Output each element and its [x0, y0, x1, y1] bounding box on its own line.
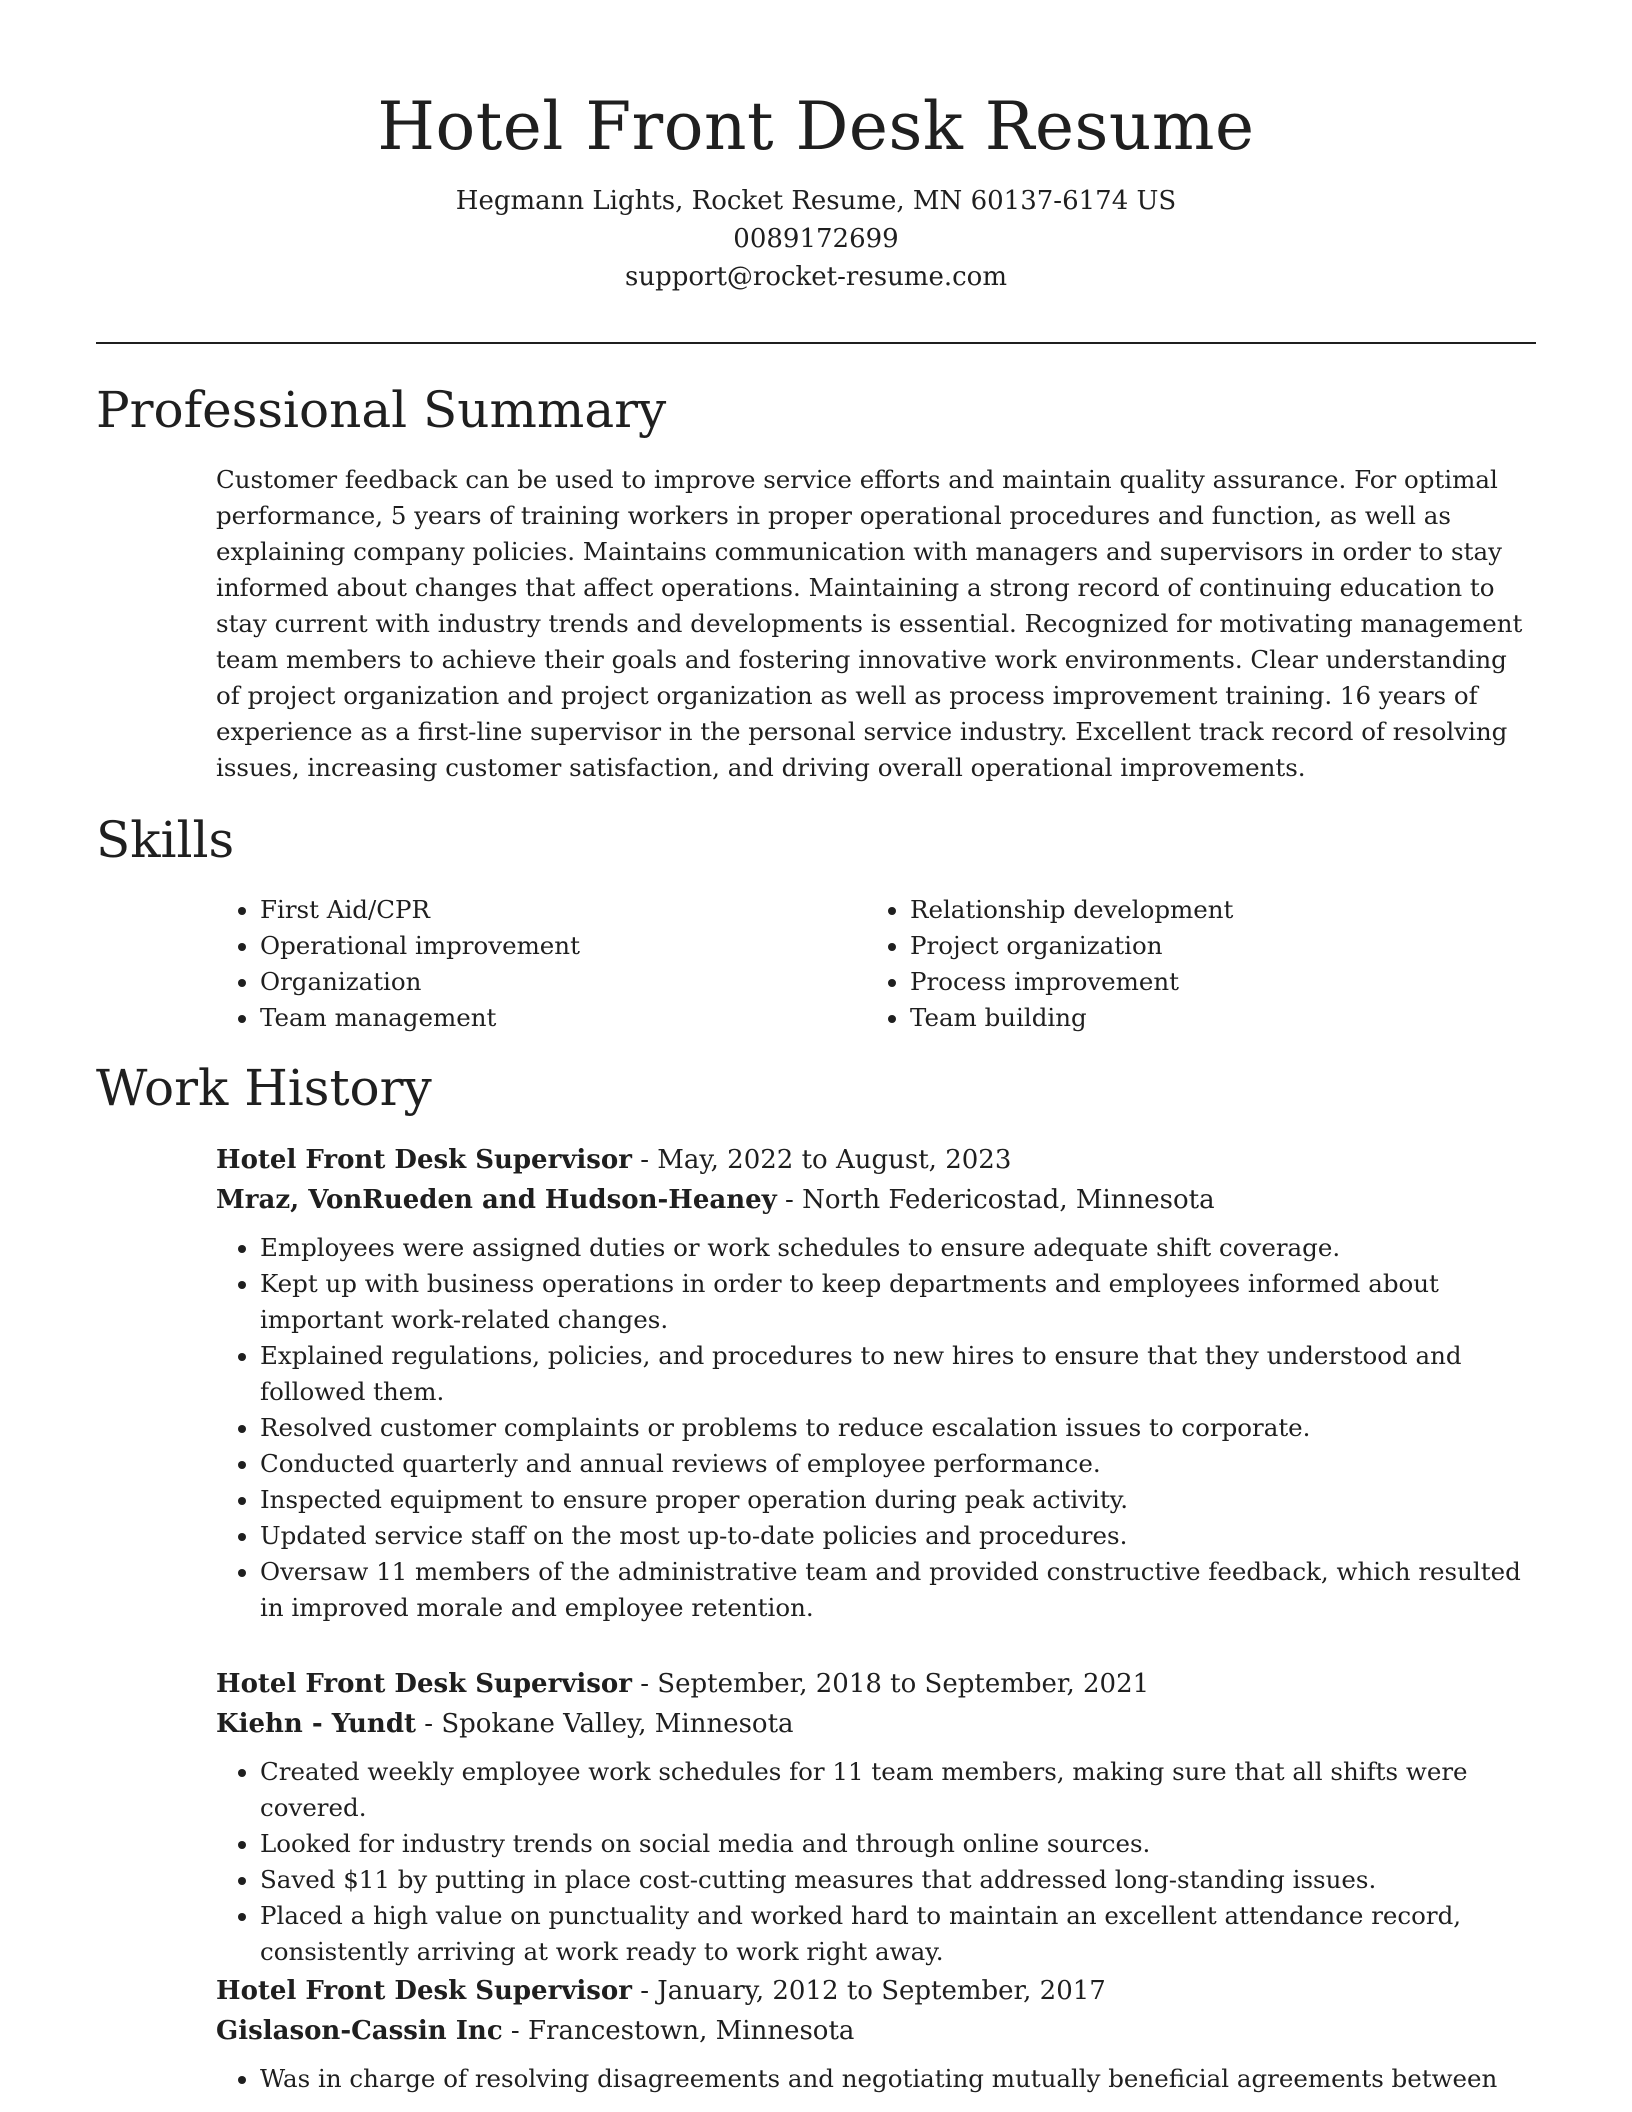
skills-list-right: [866, 892, 1570, 1036]
contact-phone: 0089172699: [733, 224, 899, 254]
skill-item: • Operational improvement: [260, 928, 820, 964]
separator: -: [776, 1185, 803, 1215]
separator: -: [502, 2016, 528, 2046]
job-company: Kiehn - Yundt: [216, 1709, 417, 1739]
job-location: Spokane Valley, Minnesota: [441, 1709, 794, 1739]
summary-text: Customer feedback can be used to improve service efforts and maintain quality assurance. For optimal performance, 5 years of training workers in proper operational procedures and function, as well as explaining company policies. Maintains communication with managers and supervisors in order to stay informed about changes that affect operations. Maintaining a strong record of continuing education to stay current with industry trends and developments is essential. Recognized for motivating management team members to achieve their goals and fostering innovative work environments. Clear understanding of project organization and project organization as well as process improvement training. 16 years of experience as a first-line supervisor in the personal service industry. Excellent track record of resolving issues, increasing customer satisfaction, and driving overall operational improvements.: [216, 465, 1523, 782]
job-title-line: [216, 1971, 1536, 2011]
skill-item: • Process improvement: [910, 964, 1570, 1000]
job-title-line: [216, 1140, 1536, 1180]
header-divider: [96, 342, 1536, 344]
separator: -: [416, 1709, 442, 1739]
job-company: Mraz, VonRueden and Hudson-Heaney: [216, 1185, 777, 1215]
separator: -: [631, 1145, 658, 1175]
contact-block: [0, 182, 1632, 296]
duty-item: • Placed a high value on punctuality and worked hard to maintain an excellent attendance record, consistently arriving at work ready to work right away.: [260, 1898, 1536, 1970]
resume-title: Hotel Front Desk Resume: [377, 88, 1255, 165]
duty-item: • Created weekly employee work schedules for 11 team members, making sure that all shifts were covered.: [260, 1754, 1536, 1826]
duty-item: • Kept up with business operations in order to keep departments and employees informed about important work-related changes.: [260, 1266, 1536, 1338]
job-entry: [216, 1140, 1536, 1626]
skill-item: • Relationship development: [910, 892, 1570, 928]
job-entry: [216, 1971, 1536, 2097]
duty-item: • Looked for industry trends on social media and through online sources.: [260, 1826, 1536, 1862]
job-entry: [216, 1664, 1536, 1970]
job-dates: September, 2018 to September, 2021: [657, 1669, 1150, 1699]
summary-heading: Professional Summary: [96, 381, 667, 439]
contact-email: support@rocket-resume.com: [624, 262, 1007, 292]
contact-address: Hegmann Lights, Rocket Resume, MN 60137-6174 US: [455, 186, 1177, 216]
separator: -: [631, 1976, 658, 2006]
duty-item: • Conducted quarterly and annual reviews of employee performance.: [260, 1446, 1536, 1482]
skills-list-left: [216, 892, 820, 1036]
job-duties: [216, 1230, 1536, 1626]
summary-section: [216, 462, 1536, 786]
skills-heading: Skills: [96, 811, 235, 869]
job-location: North Federicostad, Minnesota: [802, 1185, 1215, 1215]
duty-item: • Was in charge of resolving disagreements and negotiating mutually beneficial agreements between: [260, 2061, 1536, 2097]
skill-item: • Project organization: [910, 928, 1570, 964]
duty-item: • Updated service staff on the most up-to-date policies and procedures.: [260, 1518, 1536, 1554]
job-company-line: [216, 2011, 1536, 2051]
duty-item: • Explained regulations, policies, and procedures to new hires to ensure that they understood and followed them.: [260, 1338, 1536, 1410]
job-dates: May, 2022 to August, 2023: [657, 1145, 1012, 1175]
job-title: Hotel Front Desk Supervisor: [216, 1976, 632, 2006]
job-dates: January, 2012 to September, 2017: [657, 1976, 1106, 2006]
duty-item: • Saved $11 by putting in place cost-cutting measures that addressed long-standing issues.: [260, 1862, 1536, 1898]
duty-item: • Resolved customer complaints or problems to reduce escalation issues to corporate.: [260, 1410, 1536, 1446]
job-duties: [216, 1754, 1536, 1970]
separator: -: [631, 1669, 658, 1699]
job-company-line: [216, 1180, 1536, 1220]
skill-item: • Team management: [260, 1000, 820, 1036]
resume-header: [0, 0, 1632, 296]
job-duties: [216, 2061, 1536, 2097]
job-company: Gislason-Cassin Inc: [216, 2016, 503, 2046]
job-title-line: [216, 1664, 1536, 1704]
job-location: Francestown, Minnesota: [528, 2016, 855, 2046]
duty-item: • Employees were assigned duties or work schedules to ensure adequate shift coverage.: [260, 1230, 1536, 1266]
duty-item: • Oversaw 11 members of the administrative team and provided constructive feedback, which resulted in improved morale and employee retention.: [260, 1554, 1536, 1626]
skill-item: • Team building: [910, 1000, 1570, 1036]
work-history-heading: Work History: [96, 1059, 432, 1117]
skill-item: • Organization: [260, 964, 820, 1000]
duty-item: • Inspected equipment to ensure proper operation during peak activity.: [260, 1482, 1536, 1518]
job-title: Hotel Front Desk Supervisor: [216, 1145, 632, 1175]
job-company-line: [216, 1704, 1536, 1744]
skill-item: • First Aid/CPR: [260, 892, 820, 928]
job-title: Hotel Front Desk Supervisor: [216, 1669, 632, 1699]
